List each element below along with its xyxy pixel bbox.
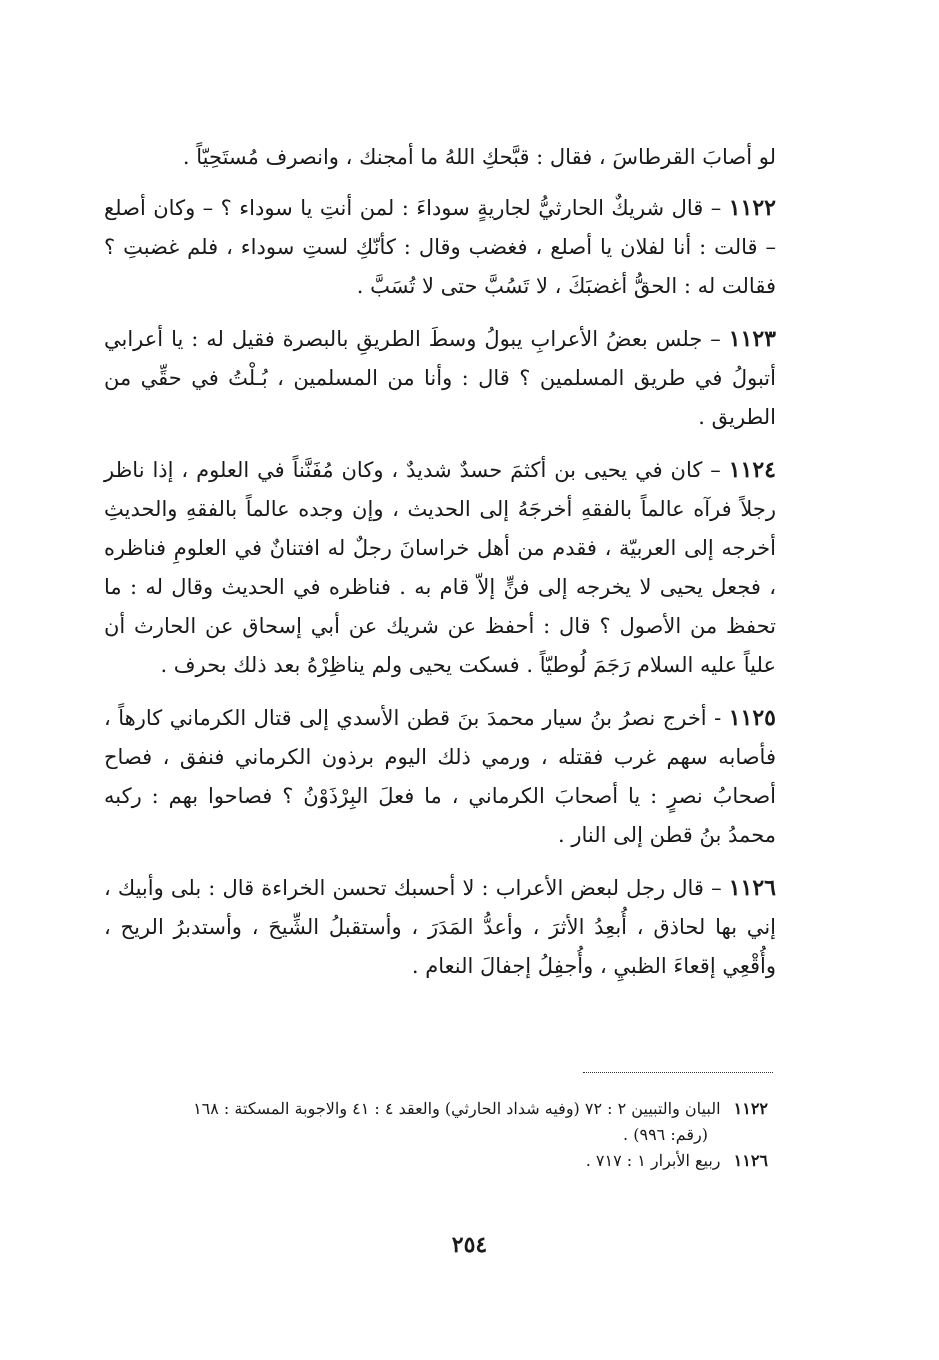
footnote-number: ١١٢٢: [733, 1099, 768, 1118]
page-number: ٢٥٤: [451, 1232, 488, 1258]
entry-number: ١١٢٢: [728, 195, 776, 221]
page-body: [104, 138, 776, 1000]
footnote-text: البيان والتبيين ٢ : ٧٢ (وفيه شداد الحارثي) والعقد ٤ : ٤١ والاجوبة المسكتة : ١٦٨: [193, 1099, 721, 1118]
entry-text: – كان في يحيى بن أكثمَ حسدٌ شديدٌ ، وكان مُفَنَّناً في العلوم ، إذا ناظر رجلاً فرآه عالماً بالفقهِ أخرجَهُ إلى الحديث ، وإن وجده عالماً بالفقهِ والحديثِ أخرجه إلى العربيّة ، فقدم من أهل خراسانَ رجلٌ له افتنانٌ في العلومِ فناظره ، فجعل يحيى لا يخرجه إلى فنٍّ إلاّ قام به . فناظره في الحديث وقال له : ما تحفظ من الأصول ؟ قال : أحفظ عن شريك عن أبي إسحاق عن الحارث أن علياً عليه السلام رَجَمَ لُوطيّاً . فسكت يحيى ولم يناظِرْهُ بعد ذلك بحرف .: [104, 458, 776, 677]
footnote-1122: [104, 1096, 768, 1148]
footnote-1126: [104, 1148, 768, 1174]
entry-number: ١١٢٦: [728, 875, 776, 901]
footnote-text: ربيع الأبرار ١ : ٧١٧ .: [585, 1151, 721, 1170]
entry-text: – قال رجل لبعض الأعراب : لا أحسبك تحسن الخراءة قال : بلى وأبيك ، إني بها لحاذق ، أُبعِدُ الأثرَ ، وأعدُّ المَدَرَ ، وأستقبلُ الشِّيحَ ، وأستدبرُ الريح ، وأُقْعِي إقعاءَ الظبيِ ، وأُجفِلُ إجفالَ النعام .: [104, 876, 776, 978]
entry-text: – قال شريكٌ الحارثيُّ لجاريةٍ سوداءَ : لمن أنتِ يا سوداء ؟ – وكان أصلع – قالت : أنا لفلان يا أصلع ، فغضب وقال : كأنّكِ لستِ سوداء ، فلم غضبتِ ؟ فقالت له : الحقُّ أغضبَكَ ، لا تَسُبَّ حتى لا تُسَبَّ .: [104, 196, 776, 298]
entry-text: - أخرج نصرُ بنُ سيار محمدَ بنَ قطن الأسدي إلى قتال الكرماني كارهاً ، فأصابه سهم غرب فقتله ، ورمي ذلك اليوم برذون الكرماني فنفق ، فصاح أصحابُ نصرٍ : يا أصحابَ الكرماني ، ما فعلَ البِرْذَوْنُ ؟ فصاحوا بهم : ركبه محمدُ بنُ قطن إلى النار .: [104, 706, 776, 847]
opening-paragraph: لو أصابَ القرطاسَ ، فقال : قبَّحكِ اللهُ ما أمجنك ، وانصرف مُستَحِيّاً .: [182, 145, 776, 169]
entry-1122: [104, 189, 776, 306]
footnote-number: ١١٢٦: [733, 1151, 768, 1170]
entry-1125: [104, 699, 776, 855]
entry-number: ١١٢٣: [728, 326, 776, 352]
footnote-continuation: (رقم: ٩٩٦) .: [623, 1125, 708, 1144]
footnote-separator: [583, 1072, 773, 1073]
entry-number: ١١٢٥: [728, 705, 776, 731]
footnotes: [104, 1096, 768, 1174]
entry-1123: [104, 320, 776, 437]
entry-1126: [104, 869, 776, 986]
entry-1124: [104, 451, 776, 685]
entry-text: – جلس بعضُ الأعرابِ يبولُ وسطَ الطريقِ بالبصرة فقيل له : يا أعرابي أتبولُ في طريق المسلمين ؟ قال : وأنا من المسلمين ، بُـلْتُ في حقِّي من الطريق .: [104, 327, 776, 429]
entry-number: ١١٢٤: [728, 457, 776, 483]
